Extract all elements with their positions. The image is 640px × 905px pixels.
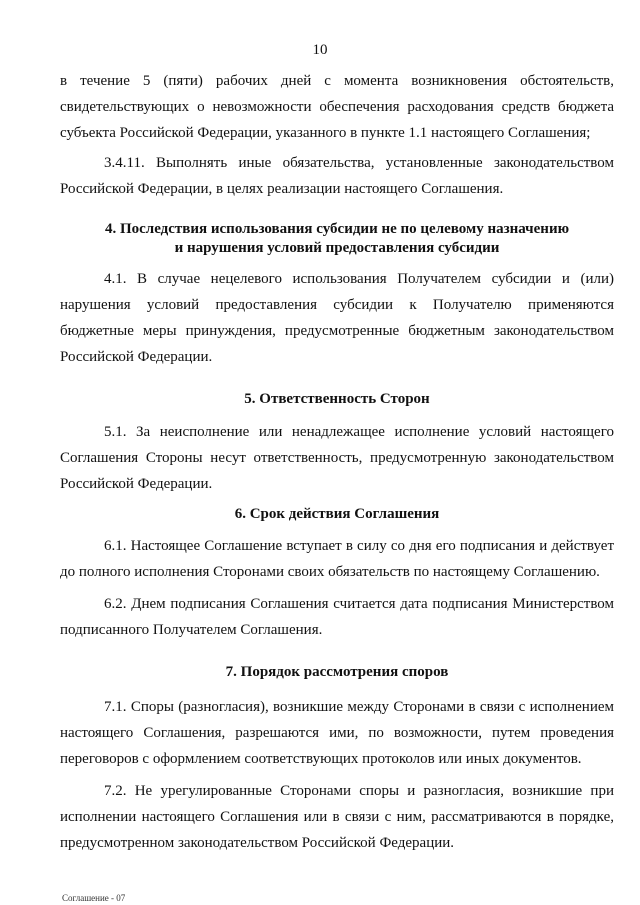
section-4-heading: [60, 220, 614, 258]
section-6-heading: 6. Срок действия Соглашения: [234, 506, 440, 522]
paragraph-6-1: 6.1. Настоящее Соглашение вступает в силу со дня его подписания и действует до полного исполнения Сторонами своих обязательств по настоящему Соглашению.: [60, 538, 614, 580]
paragraph-continuation: в течение 5 (пяти) рабочих дней с момента возникновения обстоятельств, свидетельствующих о невозможности обеспечения расходования средств бюджета субъекта Российской Федерации, указанного в пункте 1.1 настоящего Соглашения;: [60, 73, 614, 141]
section-7-heading: 7. Порядок рассмотрения споров: [225, 664, 449, 680]
section-4-heading-line-1: 4. Последствия использования субсидии не по целевому назначению: [104, 221, 570, 237]
paragraph-7-2: 7.2. Не урегулированные Сторонами споры и разногласия, возникшие при исполнении настоящего Соглашения или в связи с ним, рассматриваются в порядке, предусмотренном законодательством Российской Федерации.: [60, 783, 614, 851]
page-number: 10: [312, 42, 328, 58]
paragraph-5-1: 5.1. За неисполнение или ненадлежащее исполнение условий настоящего Соглашения Стороны несут ответственность, предусмотренную законодательством Российской Федерации.: [60, 424, 614, 492]
section-4-heading-line-2: и нарушения условий предоставления субсидии: [174, 240, 500, 256]
section-5-heading: 5. Ответственность Сторон: [244, 391, 430, 407]
paragraph-4-1: 4.1. В случае нецелевого использования Получателем субсидии и (или) нарушения условий предоставления субсидии к Получателю применяются бюджетные меры принуждения, предусмотренные бюджетным законодательством Российской Федерации.: [60, 271, 614, 365]
footer-label: Соглашение - 07: [62, 893, 126, 903]
paragraph-3-4-11: 3.4.11. Выполнять иные обязательства, установленные законодательством Российской Федерации, в целях реализации настоящего Соглашения.: [60, 155, 614, 197]
document-body: [60, 68, 614, 856]
paragraph-6-2: 6.2. Днем подписания Соглашения считается дата подписания Министерством подписанного Получателем Соглашения.: [60, 596, 614, 638]
paragraph-7-1: 7.1. Споры (разногласия), возникшие между Сторонами в связи с исполнением настоящего Соглашения, разрешаются ими, по возможности, путем проведения переговоров с оформлением соответствующих протоколов или иных документов.: [60, 699, 614, 767]
